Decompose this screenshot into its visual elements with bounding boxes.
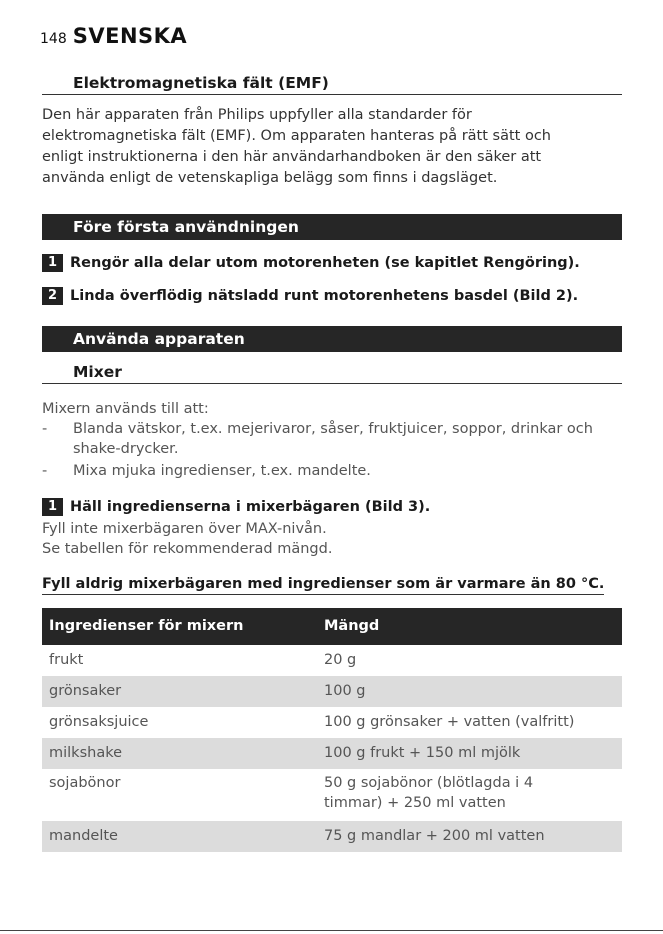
cell-amount: 100 g frukt + 150 ml mjölk: [324, 745, 521, 761]
step-text: Linda överflödig nätsladd runt motorenhetens basdel (Bild 2).: [70, 288, 579, 304]
emf-line: elektromagnetiska fält (EMF). Om apparaten hanteras på rätt sätt och: [42, 128, 551, 144]
cell-amount: 75 g mandlar + 200 ml vatten: [324, 828, 545, 844]
table-row: [42, 707, 622, 738]
mixer-notes: [42, 519, 627, 559]
ingredients-table: [42, 608, 622, 852]
bullet-text: [73, 461, 633, 481]
footer-divider: [0, 930, 663, 931]
emf-line: använda enligt de vetenskapliga belägg som finns i dagsläget.: [42, 170, 498, 186]
before-first-use-heading: Före första användningen: [42, 214, 622, 240]
cell-ingredient: mandelte: [49, 828, 118, 844]
step-number: 1: [42, 498, 63, 516]
temperature-warning: [42, 574, 627, 594]
bullet-text: [73, 419, 633, 459]
step-number: 2: [42, 287, 63, 305]
list-item: [42, 461, 632, 481]
list-item: [42, 419, 632, 459]
cell-amount: 100 g: [324, 683, 366, 699]
table-header-ingredient: Ingredienser för mixern: [49, 618, 244, 634]
cell-amount-line: 50 g sojabönor (blötlagda i 4: [324, 775, 534, 791]
bullet-line: shake-drycker.: [73, 441, 179, 457]
table-row: [42, 769, 622, 821]
page-language-title: SVENSKA: [72, 24, 188, 48]
mixer-intro: Mixern används till att:: [42, 401, 209, 417]
warning-text: Fyll aldrig mixerbägaren med ingredienser som är varmare än 80 °C.: [42, 576, 604, 595]
step-item: [42, 253, 632, 273]
table-header-amount: Mängd: [324, 618, 380, 634]
page-number: 148: [40, 31, 67, 47]
table-row: [42, 738, 622, 769]
table-row: [42, 645, 622, 676]
note-line: Fyll inte mixerbägaren över MAX-nivån.: [42, 521, 327, 537]
emf-paragraph: [42, 105, 627, 189]
step-item: [42, 286, 632, 306]
mixer-heading: Mixer: [42, 360, 622, 384]
bullet-dash: -: [42, 463, 48, 479]
bullet-line: Blanda vätskor, t.ex. mejerivaror, såser, fruktjuicer, soppor, drinkar och: [73, 421, 593, 437]
emf-line: enligt instruktionerna i den här användarhandboken är den säker att: [42, 149, 542, 165]
cell-ingredient: sojabönor: [49, 775, 121, 791]
cell-ingredient: milkshake: [49, 745, 123, 761]
table-row: [42, 821, 622, 852]
cell-amount: 20 g: [324, 652, 357, 668]
cell-amount-line: timmar) + 250 ml vatten: [324, 795, 506, 811]
bullet-dash: -: [42, 421, 48, 437]
step-item: [42, 497, 632, 517]
emf-line: Den här apparaten från Philips uppfyller alla standarder för: [42, 107, 472, 123]
cell-amount: 100 g grönsaker + vatten (valfritt): [324, 714, 575, 730]
table-header-row: [42, 608, 622, 645]
step-text: Rengör alla delar utom motorenheten (se kapitlet Rengöring).: [70, 255, 580, 271]
step-number: 1: [42, 254, 63, 272]
cell-amount: [324, 773, 622, 821]
cell-ingredient: grönsaksjuice: [49, 714, 149, 730]
page-header: [40, 24, 187, 48]
using-heading: Använda apparaten: [42, 326, 622, 352]
bullet-line: Mixa mjuka ingredienser, t.ex. mandelte.: [73, 463, 371, 479]
note-line: Se tabellen för rekommenderad mängd.: [42, 541, 333, 557]
cell-ingredient: frukt: [49, 652, 84, 668]
step-text: Häll ingredienserna i mixerbägaren (Bild 3).: [70, 499, 431, 515]
table-row: [42, 676, 622, 707]
cell-ingredient: grönsaker: [49, 683, 122, 699]
emf-heading: Elektromagnetiska fält (EMF): [42, 71, 622, 95]
